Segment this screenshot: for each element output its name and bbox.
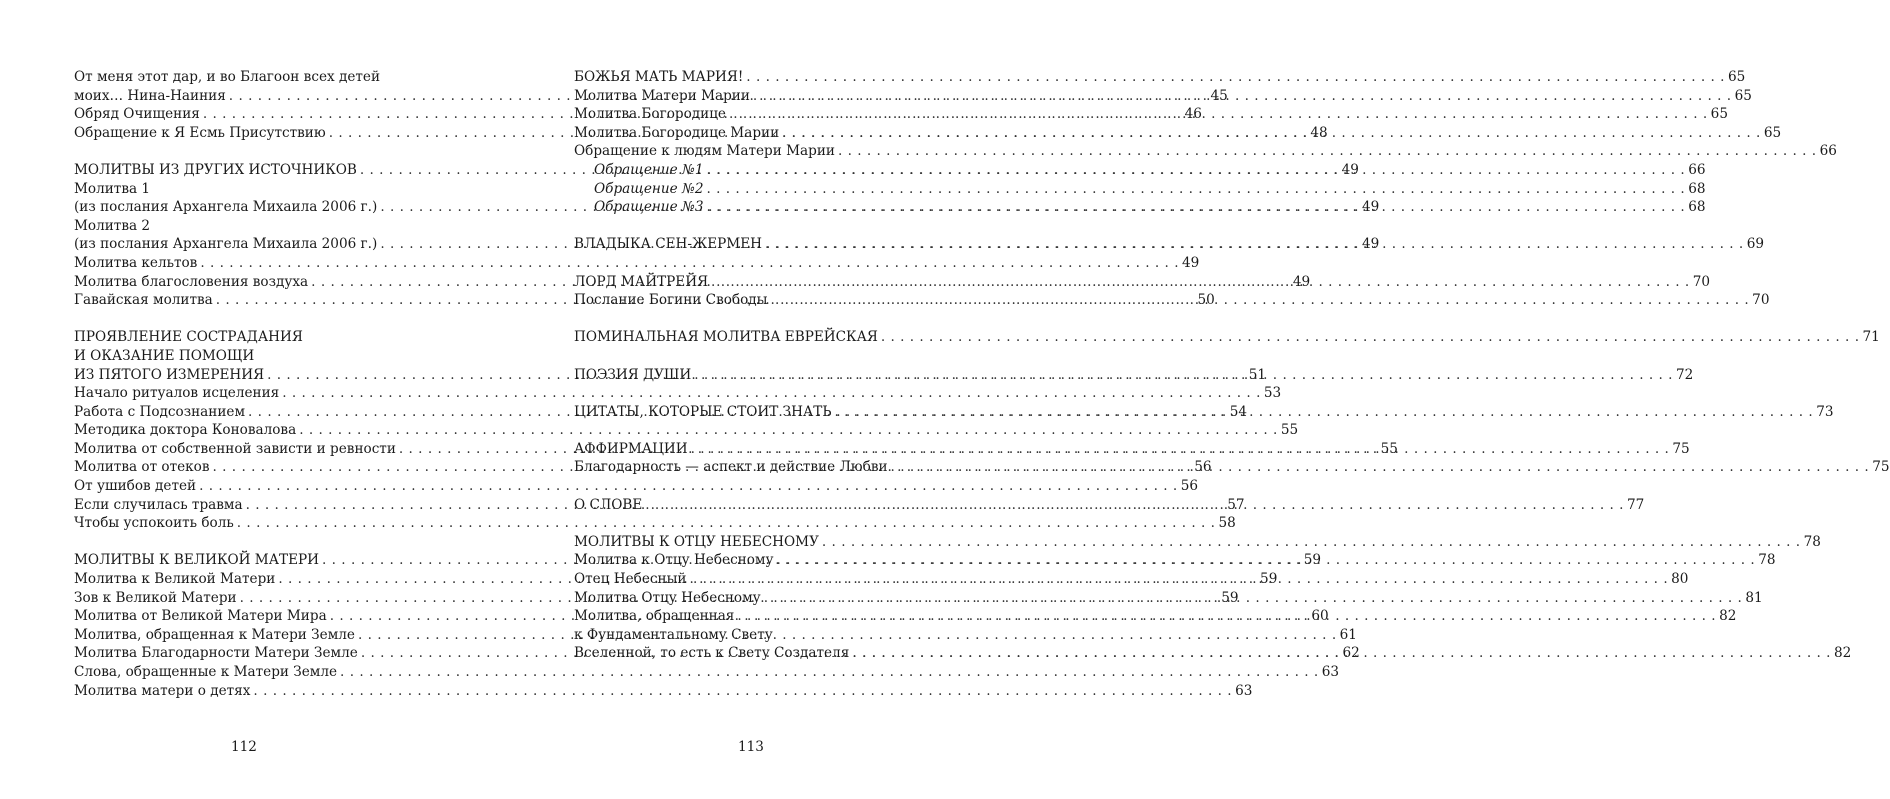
toc-entry-title: Молитва к Великой Матери xyxy=(74,571,276,588)
toc-entry-page: 75 xyxy=(1672,440,1690,457)
dot-leader xyxy=(891,458,1870,477)
toc-entry-title: (из послания Архангела Михаила 2006 г.) xyxy=(74,199,378,216)
toc-entry-page: 68 xyxy=(1688,199,1706,216)
toc-entry-page: 51 xyxy=(1248,366,1267,383)
toc-entry-title: Обращение №1 xyxy=(594,161,704,178)
toc-entry-page: 49 xyxy=(1182,254,1200,271)
toc-entry-title: Молитва Отцу Небесному xyxy=(574,589,761,606)
toc-entry xyxy=(74,384,1282,403)
toc-entry-title: ВЛАДЫКА СЕН-ЖЕРМЕН xyxy=(574,236,763,253)
toc-entry-page: 68 xyxy=(1688,180,1706,197)
toc-entry-title: Слова, обращенные к Матери Земле xyxy=(74,664,338,680)
toc-entry-page: 82 xyxy=(1719,608,1737,625)
toc-entry-title: Молитва от собственной зависти и ревности xyxy=(74,440,396,457)
toc-entry-page: 56 xyxy=(1180,478,1199,495)
dot-leader xyxy=(753,87,1732,106)
toc-entry-title: ЛОРД МАЙТРЕЙЯ xyxy=(574,273,709,290)
dot-leader xyxy=(838,142,1817,161)
toc-entry xyxy=(74,68,423,87)
toc-entry-title: Обращение к Я Есмь Присутствию xyxy=(74,124,326,141)
toc-entry-page: 53 xyxy=(1263,385,1282,402)
toc-entry xyxy=(74,328,423,347)
dot-leader xyxy=(770,291,1749,310)
toc-entry-title: Молитва от отеков xyxy=(74,459,210,476)
dot-leader xyxy=(822,533,1801,552)
toc-entry-title: Чтобы успокоить боль xyxy=(74,515,234,532)
toc-entry-title: Обращение №2 xyxy=(594,180,704,197)
toc-entry-title: Молитва к Отцу Небесному xyxy=(574,552,774,569)
dot-leader xyxy=(694,366,1673,385)
toc-entry-page: 65 xyxy=(1734,87,1752,104)
toc-entry-title: Молитва Богородице Марии xyxy=(574,124,780,141)
toc-entry-title: МОЛИТВЫ К ВЕЛИКОЙ МАТЕРИ xyxy=(74,552,320,569)
toc-entry-page: 46 xyxy=(1184,106,1202,123)
toc-entry-page: 63 xyxy=(1321,664,1340,680)
toc-entry-page: 72 xyxy=(1675,366,1694,383)
dot-leader xyxy=(737,607,1716,626)
toc-entry-title: ПРОЯВЛЕНИЕ СОСТРАДАНИЯ xyxy=(74,329,303,346)
dot-leader xyxy=(881,328,1860,347)
toc-entry-page: 59 xyxy=(1303,552,1322,569)
toc-entry-page: 60 xyxy=(1311,608,1329,625)
dot-leader xyxy=(835,403,1814,422)
toc-entry-title: ПОМИНАЛЬНАЯ МОЛИТВА ЕВРЕЙСКАЯ xyxy=(574,329,878,346)
toc-entry-title: Благодарность — аспект и действие Любви xyxy=(574,459,888,476)
toc-entry xyxy=(74,217,423,236)
dot-leader xyxy=(764,589,1743,608)
toc-entry-page: 70 xyxy=(1692,273,1711,290)
toc-entry-title: От ушибов детей xyxy=(74,478,197,495)
dot-leader xyxy=(711,273,1690,292)
dot-leader xyxy=(691,440,1670,459)
toc-entry-page: 77 xyxy=(1626,496,1645,513)
toc-entry-page: 61 xyxy=(1339,626,1357,643)
toc-entry-title: (из послания Архангела Михаила 2006 г.) xyxy=(74,236,378,253)
toc-entry xyxy=(74,477,1199,496)
toc-entry-title: О СЛОВЕ xyxy=(574,496,643,513)
toc-entry-title: Молитва 1 xyxy=(74,180,151,197)
toc-entry-page: 45 xyxy=(1210,87,1228,104)
toc-entry-title: Зов к Великой Матери xyxy=(74,589,237,606)
dot-leader xyxy=(746,68,1725,87)
toc-entry-page: 63 xyxy=(1235,682,1253,699)
toc-entry-title: ПОЭЗИЯ ДУШИ xyxy=(574,366,692,383)
toc-entry-title: От меня этот дар, и во Благоон всех детей xyxy=(74,69,381,85)
toc-entry-title: Молитва, обращенная к Матери Земле xyxy=(74,626,355,643)
toc-entry-title: Гавайская молитва xyxy=(74,292,213,309)
toc-entry xyxy=(74,682,1253,701)
toc-entry-title: Обращение №3 xyxy=(594,199,704,216)
toc-entry xyxy=(74,421,1299,440)
toc-entry-title: Вселенной, то есть к Свету Создателя xyxy=(574,645,850,662)
toc-entry-page: 50 xyxy=(1197,292,1215,309)
toc-entry xyxy=(74,180,423,199)
toc-entry-page: 75 xyxy=(1872,459,1890,476)
toc-entry-title: Обращение к людям Матери Марии xyxy=(574,143,835,160)
toc-entry-title: Начало ритуалов исцеления xyxy=(74,385,280,402)
toc-entry-title: Молитва Благодарности Матери Земле xyxy=(74,645,358,662)
toc-entry xyxy=(574,533,1821,552)
toc-entry xyxy=(74,663,1340,682)
toc-entry-page: 65 xyxy=(1710,106,1728,123)
toc-entry-page: 80 xyxy=(1671,571,1689,588)
toc-entry-title: Молитва 2 xyxy=(74,217,151,234)
toc-entry-page: 70 xyxy=(1752,292,1770,309)
toc-entry-title: Молитва от Великой Матери Мира xyxy=(74,608,327,625)
toc-entry-page: 58 xyxy=(1218,515,1236,532)
toc-entry-page: 49 xyxy=(1341,161,1359,178)
toc-entry-title: Молитва Богородице xyxy=(574,106,726,123)
toc-entry-title: Работа с Подсознанием xyxy=(74,403,246,420)
toc-entry-title: Молитва Матери Марии xyxy=(574,87,750,104)
toc-entry xyxy=(574,68,1746,87)
toc-entry-title: Отец Небесный xyxy=(574,571,687,588)
dot-leader xyxy=(645,496,1624,515)
toc-entry-page: 55 xyxy=(1380,440,1398,457)
dot-leader xyxy=(729,105,1708,124)
toc-entry-title: Молитва матери о детях xyxy=(74,682,251,699)
toc-entry-page: 81 xyxy=(1745,589,1763,606)
dot-leader xyxy=(707,198,1686,217)
toc-entry xyxy=(74,254,1200,273)
toc-entry-page: 66 xyxy=(1688,161,1706,178)
toc-entry xyxy=(574,180,1706,199)
toc-entry-page: 71 xyxy=(1862,329,1880,346)
toc-entry-title: ЦИТАТЫ, КОТОРЫЕ СТОИТ ЗНАТЬ xyxy=(574,403,832,420)
dot-leader xyxy=(689,570,1668,589)
page-number-left: 112 xyxy=(231,739,257,755)
toc-entry-page: 49 xyxy=(1362,199,1380,216)
toc-entry-title: Методика доктора Коновалова xyxy=(74,422,297,439)
toc-entry xyxy=(574,328,1880,347)
toc-entry-page: 69 xyxy=(1746,236,1765,253)
toc-entry-title: И ОКАЗАНИЕ ПОМОЩИ xyxy=(74,347,255,364)
toc-entry-page: 78 xyxy=(1758,552,1776,569)
dot-leader xyxy=(707,161,1686,180)
toc-entry xyxy=(574,142,1837,161)
dot-leader xyxy=(852,644,1831,663)
toc-entry-page: 73 xyxy=(1816,403,1834,420)
toc-entry-title: Молитва благословения воздуха xyxy=(74,273,309,290)
toc-entry-title: Послание Богини Свободы xyxy=(574,292,768,309)
toc-entry-title: БОЖЬЯ МАТЬ МАРИЯ! xyxy=(574,69,744,85)
toc-entry xyxy=(74,347,423,366)
dot-leader xyxy=(782,124,1761,143)
toc-entry-page: 54 xyxy=(1229,403,1248,420)
toc-entry-page: 49 xyxy=(1362,236,1380,253)
toc-entry-page: 55 xyxy=(1280,422,1299,439)
toc-entry-title: к Фундаментальному Свету xyxy=(574,626,773,643)
page-number-right: 113 xyxy=(738,739,764,755)
toc-entry-page: 59 xyxy=(1260,571,1278,588)
dot-leader xyxy=(765,235,1744,254)
toc-entry-title: МОЛИТВЫ К ОТЦУ НЕБЕСНОМУ xyxy=(574,533,819,550)
toc-entry xyxy=(74,514,1236,533)
toc-entry-page: 78 xyxy=(1803,533,1821,550)
toc-entry-title: АФФИРМАЦИИ xyxy=(574,440,688,457)
toc-entry-page: 65 xyxy=(1763,124,1782,141)
dot-leader xyxy=(777,551,1756,570)
dot-leader xyxy=(707,180,1686,199)
toc-entry-title: Если случилась травма xyxy=(74,496,243,513)
toc-entry-title: моих… Нина-Наиния xyxy=(74,87,226,104)
toc-entry-page: 49 xyxy=(1292,273,1311,290)
toc-entry-page: 66 xyxy=(1819,143,1837,160)
toc-entry-title: МОЛИТВЫ ИЗ ДРУГИХ ИСТОЧНИКОВ xyxy=(74,161,357,178)
toc-entry-page: 56 xyxy=(1194,459,1212,476)
toc-entry-page: 82 xyxy=(1833,645,1852,662)
toc-entry-title: ИЗ ПЯТОГО ИЗМЕРЕНИЯ xyxy=(74,366,265,383)
toc-entry xyxy=(574,626,924,645)
toc-entry-title: Молитва кельтов xyxy=(74,254,198,271)
toc-entry-title: Обряд Очищения xyxy=(74,106,200,123)
toc-entry-page: 62 xyxy=(1342,645,1360,662)
toc-entry-title: Молитва, обращенная xyxy=(574,608,735,625)
toc-entry-page: 48 xyxy=(1310,124,1328,141)
toc-entry-page: 59 xyxy=(1221,589,1239,606)
toc-entry-page: 57 xyxy=(1227,496,1245,513)
toc-entry-page: 65 xyxy=(1727,69,1746,85)
